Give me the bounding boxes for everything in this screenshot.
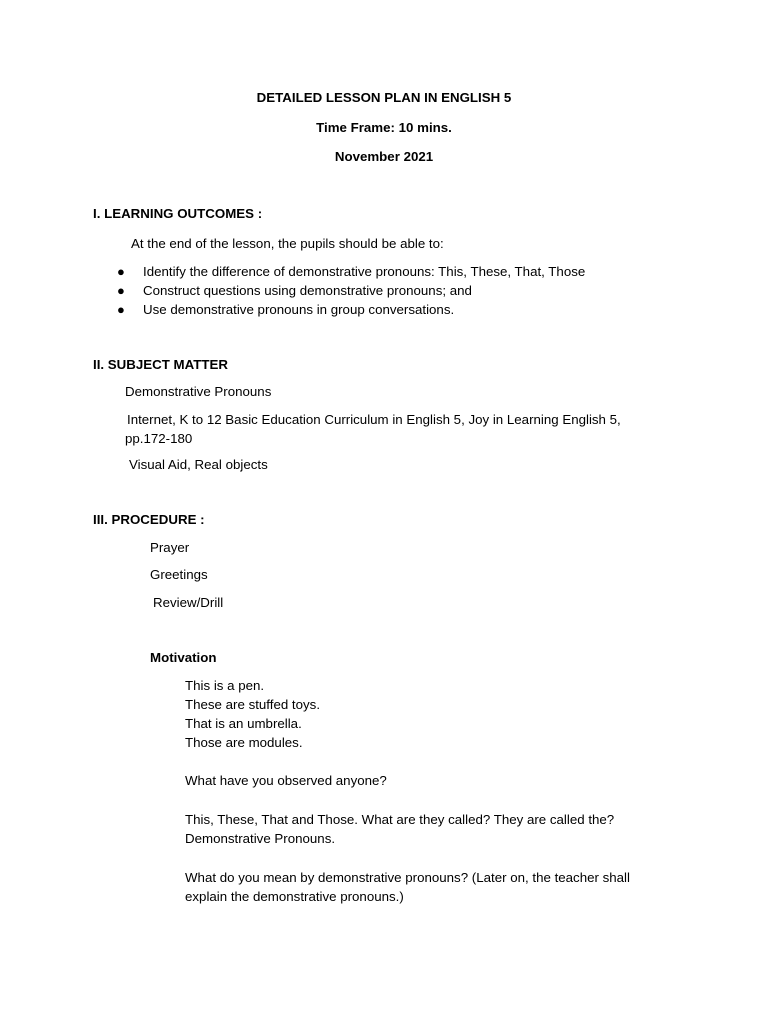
procedure-heading: III. PROCEDURE :: [93, 512, 205, 527]
learning-outcomes-heading: I. LEARNING OUTCOMES :: [93, 206, 263, 221]
subject-matter-heading: II. SUBJECT MATTER: [93, 357, 228, 372]
subject-reference-pages: pp.172-180: [125, 431, 193, 446]
question-observed: What have you observed anyone?: [185, 773, 387, 788]
procedure-item-greetings: Greetings: [150, 567, 208, 582]
subject-topic: Demonstrative Pronouns: [125, 384, 272, 399]
outcome-item: Identify the difference of demonstrative pronouns: This, These, That, Those: [143, 264, 586, 279]
outcome-item: Construct questions using demonstrative pronouns; and: [143, 283, 472, 298]
subject-materials: Visual Aid, Real objects: [129, 457, 268, 472]
question-meaning-cont: explain the demonstrative pronouns.): [185, 889, 404, 904]
procedure-item-prayer: Prayer: [150, 540, 190, 555]
outcome-item: Use demonstrative pronouns in group conversations.: [143, 302, 455, 317]
bullet-icon: ●: [117, 264, 125, 279]
question-called: This, These, That and Those. What are they called? They are called the?: [185, 812, 615, 827]
example-sentence: That is an umbrella.: [185, 716, 302, 731]
motivation-heading: Motivation: [150, 650, 217, 665]
example-sentence: Those are modules.: [185, 735, 303, 750]
bullet-icon: ●: [117, 283, 125, 298]
question-meaning: What do you mean by demonstrative pronouns? (Later on, the teacher shall: [185, 870, 630, 885]
subject-reference: Internet, K to 12 Basic Education Curriculum in English 5, Joy in Learning English 5,: [127, 412, 621, 427]
outcomes-intro: At the end of the lesson, the pupils should be able to:: [131, 236, 444, 251]
bullet-icon: ●: [117, 302, 125, 317]
procedure-item-review: Review/Drill: [153, 595, 224, 610]
question-called-answer: Demonstrative Pronouns.: [185, 831, 336, 846]
example-sentence: This is a pen.: [185, 678, 265, 693]
example-sentence: These are stuffed toys.: [185, 697, 321, 712]
time-frame: Time Frame: 10 mins.: [316, 120, 452, 135]
document-title: DETAILED LESSON PLAN IN ENGLISH 5: [256, 90, 512, 105]
date: November 2021: [334, 149, 434, 164]
